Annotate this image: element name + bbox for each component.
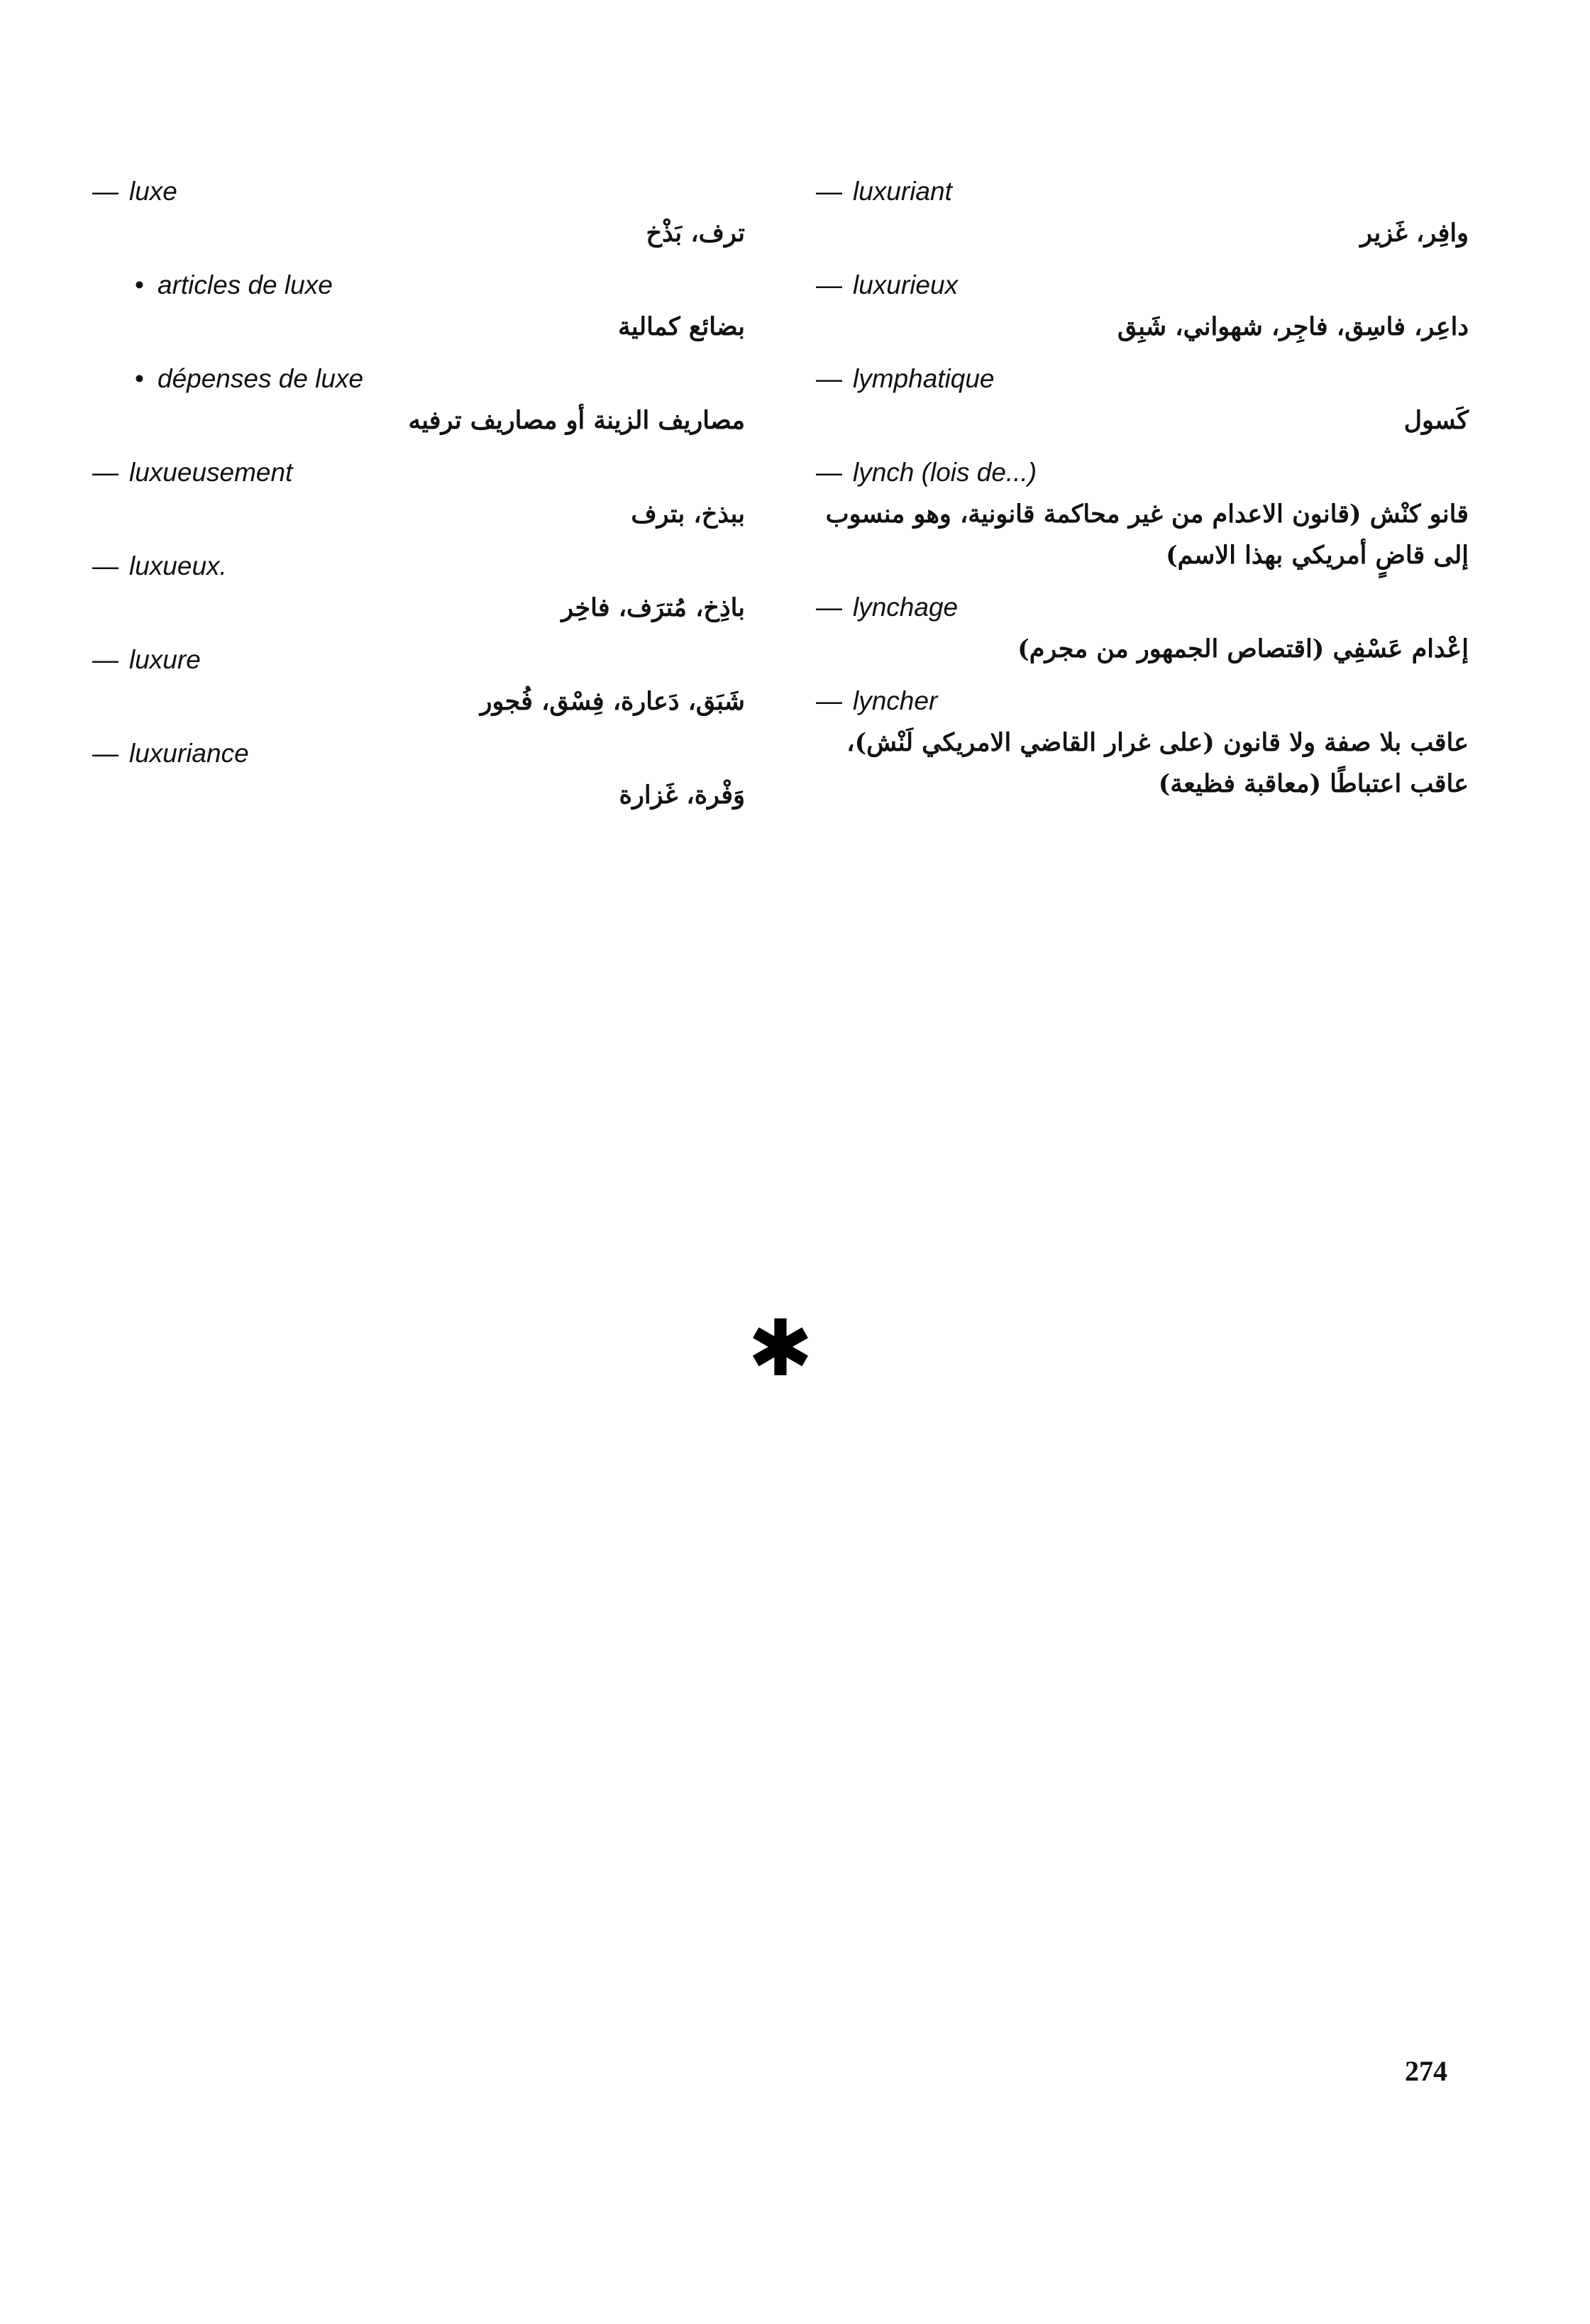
sub-entry bbox=[92, 358, 745, 441]
dictionary-entry bbox=[92, 170, 745, 254]
left-column bbox=[92, 170, 745, 826]
page-number: 274 bbox=[1405, 2055, 1447, 2087]
dash-marker: — bbox=[92, 645, 118, 674]
french-headword: luxueux. bbox=[129, 551, 227, 580]
arabic-translation: ترف، بَذْخ bbox=[646, 219, 745, 248]
bullet-marker: • bbox=[135, 364, 144, 393]
arabic-translation: قانو كنْش (قانون الاعدام من غير محاكمة قانونية، وهو منسوب إلى قاضٍ أمريكي بهذا الاسم) bbox=[825, 500, 1469, 570]
entry-headword-line bbox=[816, 358, 1469, 400]
arabic-translation: بضائع كمالية bbox=[618, 312, 745, 341]
french-headword: luxueusement bbox=[129, 458, 293, 487]
french-headword: lynchage bbox=[853, 593, 959, 622]
arabic-translation: داعِر، فاسِق، فاجِر، شهواني، شَبِق bbox=[1117, 312, 1469, 341]
french-headword: dépenses de luxe bbox=[158, 364, 364, 393]
french-headword: luxuriant bbox=[853, 177, 952, 206]
dash-marker: — bbox=[816, 686, 842, 715]
arabic-translation: عاقب بلا صفة ولا قانون (على غرار القاضي الامريكي لَنْش)، عاقب اعتباطًا (معاقبة فظيعة) bbox=[846, 728, 1469, 798]
dash-marker: — bbox=[92, 177, 118, 206]
french-headword: luxure bbox=[129, 645, 201, 674]
dictionary-entry bbox=[816, 264, 1469, 348]
entry-headword-line bbox=[92, 358, 745, 400]
dash-marker: — bbox=[816, 177, 842, 206]
entry-headword-line bbox=[816, 170, 1469, 213]
sub-entry bbox=[92, 264, 745, 348]
entry-headword-line bbox=[92, 264, 745, 307]
right-column bbox=[816, 170, 1469, 815]
dash-marker: — bbox=[816, 270, 842, 299]
dictionary-entry bbox=[92, 451, 745, 535]
french-headword: luxurieux bbox=[853, 270, 959, 299]
arabic-translation: وافِر، غَزير bbox=[1360, 219, 1469, 248]
entry-headword-line bbox=[816, 680, 1469, 722]
french-headword: lyncher bbox=[853, 686, 938, 715]
dictionary-entry bbox=[816, 586, 1469, 670]
dictionary-entry bbox=[816, 170, 1469, 254]
arabic-translation: ببذخ، بترف bbox=[631, 500, 745, 529]
bullet-marker: • bbox=[135, 270, 144, 299]
entry-headword-line bbox=[816, 451, 1469, 494]
arabic-translation: شَبَق، دَعارة، فِسْق، فُجور bbox=[480, 687, 745, 716]
dictionary-entry bbox=[816, 451, 1469, 576]
section-end-asterisk: ✱ bbox=[747, 1303, 814, 1394]
dash-marker: — bbox=[92, 739, 118, 768]
entry-headword-line bbox=[816, 264, 1469, 307]
arabic-translation: باذِخ، مُترَف، فاخِر bbox=[561, 593, 745, 622]
entry-headword-line bbox=[92, 545, 745, 588]
arabic-translation: كَسول bbox=[1403, 406, 1469, 435]
dash-marker: — bbox=[816, 364, 842, 393]
dash-marker: — bbox=[92, 551, 118, 580]
entry-headword-line bbox=[92, 639, 745, 681]
arabic-translation: مصاريف الزينة أو مصاريف ترفيه bbox=[408, 406, 745, 435]
dictionary-entry bbox=[92, 639, 745, 722]
dictionary-entry bbox=[92, 732, 745, 816]
dictionary-entry bbox=[816, 358, 1469, 441]
dash-marker: — bbox=[816, 593, 842, 622]
dictionary-entry bbox=[92, 545, 745, 629]
french-headword: articles de luxe bbox=[158, 270, 333, 299]
entry-headword-line bbox=[816, 586, 1469, 629]
french-headword: lymphatique bbox=[853, 364, 995, 393]
french-headword: luxe bbox=[129, 177, 177, 206]
arabic-translation: إعْدام عَسْفِي (اقتصاص الجمهور من مجرم) bbox=[1017, 634, 1469, 663]
dictionary-entry bbox=[816, 680, 1469, 805]
entry-headword-line bbox=[92, 732, 745, 775]
entry-headword-line bbox=[92, 170, 745, 213]
dash-marker: — bbox=[92, 458, 118, 487]
dash-marker: — bbox=[816, 458, 842, 487]
entry-headword-line bbox=[92, 451, 745, 494]
french-headword: luxuriance bbox=[129, 739, 249, 768]
french-headword: lynch (lois de...) bbox=[853, 458, 1037, 487]
arabic-translation: وَفْرة، غَزارة bbox=[619, 781, 745, 810]
